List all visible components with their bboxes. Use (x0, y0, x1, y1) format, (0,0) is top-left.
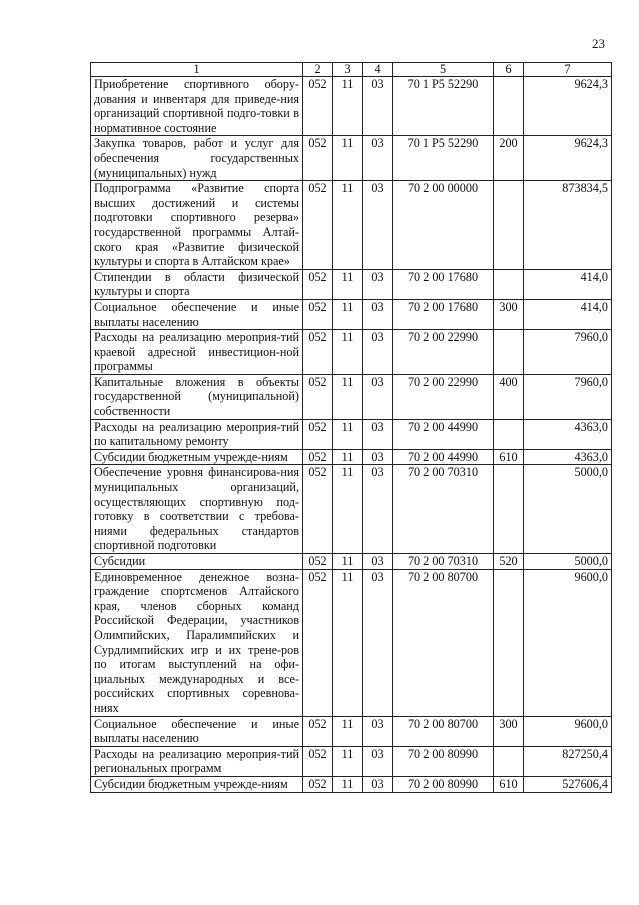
cell-code-admin: 052 (303, 269, 333, 299)
cell-expense-type (494, 746, 524, 776)
cell-code-admin: 052 (303, 77, 333, 136)
table-row (91, 299, 612, 329)
cell-subsection: 03 (363, 465, 393, 554)
cell-amount: 827250,4 (524, 746, 612, 776)
cell-target-article: 70 2 00 70310 (393, 554, 494, 570)
table-row (91, 716, 612, 746)
cell-amount: 414,0 (524, 269, 612, 299)
cell-expense-type (494, 569, 524, 716)
cell-subsection: 03 (363, 746, 393, 776)
cell-subsection: 03 (363, 776, 393, 792)
cell-amount: 9600,0 (524, 716, 612, 746)
cell-subsection: 03 (363, 330, 393, 375)
cell-amount: 5000,0 (524, 465, 612, 554)
table-row (91, 746, 612, 776)
cell-code-admin: 052 (303, 374, 333, 419)
cell-amount: 873834,5 (524, 181, 612, 270)
cell-code-admin: 052 (303, 299, 333, 329)
cell-section: 11 (333, 419, 363, 449)
cell-target-article: 70 2 00 44990 (393, 419, 494, 449)
cell-subsection: 03 (363, 419, 393, 449)
cell-target-article: 70 2 00 80700 (393, 716, 494, 746)
cell-name: Закупка товаров, работ и услуг для обеспечения государственных (муниципальных) нужд (91, 136, 303, 181)
cell-target-article: 70 2 00 80990 (393, 776, 494, 792)
cell-target-article: 70 2 00 17680 (393, 269, 494, 299)
cell-code-admin: 052 (303, 181, 333, 270)
cell-section: 11 (333, 77, 363, 136)
cell-expense-type (494, 330, 524, 375)
cell-code-admin: 052 (303, 330, 333, 375)
cell-subsection: 03 (363, 374, 393, 419)
cell-name: Субсидии бюджетным учрежде-ниям (91, 776, 303, 792)
cell-name: Субсидии бюджетным учрежде-ниям (91, 449, 303, 465)
cell-target-article: 70 2 00 80700 (393, 569, 494, 716)
column-header: 6 (494, 63, 524, 77)
cell-section: 11 (333, 716, 363, 746)
cell-target-article: 70 1 P5 52290 (393, 77, 494, 136)
column-header: 1 (91, 63, 303, 77)
cell-name: Капитальные вложения в объекты государственной (муниципальной) собственности (91, 374, 303, 419)
cell-code-admin: 052 (303, 419, 333, 449)
cell-expense-type (494, 181, 524, 270)
cell-code-admin: 052 (303, 569, 333, 716)
cell-code-admin: 052 (303, 136, 333, 181)
cell-name: Расходы на реализацию мероприя-тий региональных программ (91, 746, 303, 776)
table-row (91, 136, 612, 181)
cell-subsection: 03 (363, 569, 393, 716)
cell-target-article: 70 2 00 00000 (393, 181, 494, 270)
cell-subsection: 03 (363, 449, 393, 465)
table-row (91, 569, 612, 716)
cell-expense-type: 300 (494, 716, 524, 746)
cell-name: Единовременное денежное возна-граждение спортсменов Алтайского края, членов сборных команд Российской Федерации, участников Олимпийских, Паралимпийских и Сурдлимпийских игр и их трене-ров по итогам выступлений на офи-циальных международных и все-российских спортивных соревнова-ниях (91, 569, 303, 716)
cell-name: Субсидии (91, 554, 303, 570)
budget-table (90, 62, 612, 793)
cell-code-admin: 052 (303, 554, 333, 570)
table-row (91, 330, 612, 375)
table-row (91, 554, 612, 570)
cell-code-admin: 052 (303, 746, 333, 776)
cell-target-article: 70 2 00 22990 (393, 374, 494, 419)
cell-name: Стипендии в области физической культуры и спорта (91, 269, 303, 299)
cell-name: Обеспечение уровня финансирова-ния муниципальных организаций, осуществляющих спортивную под-готовку в соответствии с требова-ниями федеральных стандартов спортивной подготовки (91, 465, 303, 554)
column-header: 2 (303, 63, 333, 77)
cell-section: 11 (333, 569, 363, 716)
table-row (91, 374, 612, 419)
cell-subsection: 03 (363, 269, 393, 299)
cell-expense-type: 400 (494, 374, 524, 419)
cell-section: 11 (333, 374, 363, 419)
cell-expense-type (494, 269, 524, 299)
cell-name: Приобретение спортивного обору-дования и инвентаря для приведе-ния организаций спортивной подго-товки в нормативное состояние (91, 77, 303, 136)
table-row (91, 776, 612, 792)
cell-target-article: 70 2 00 17680 (393, 299, 494, 329)
table-row (91, 449, 612, 465)
cell-section: 11 (333, 136, 363, 181)
cell-amount: 7960,0 (524, 374, 612, 419)
cell-subsection: 03 (363, 181, 393, 270)
cell-target-article: 70 1 P5 52290 (393, 136, 494, 181)
cell-amount: 7960,0 (524, 330, 612, 375)
cell-amount: 9624,3 (524, 136, 612, 181)
cell-expense-type (494, 77, 524, 136)
cell-code-admin: 052 (303, 716, 333, 746)
cell-target-article: 70 2 00 22990 (393, 330, 494, 375)
cell-amount: 414,0 (524, 299, 612, 329)
cell-section: 11 (333, 776, 363, 792)
cell-section: 11 (333, 330, 363, 375)
cell-name: Социальное обеспечение и иные выплаты населению (91, 299, 303, 329)
cell-subsection: 03 (363, 716, 393, 746)
cell-amount: 527606,4 (524, 776, 612, 792)
cell-expense-type: 520 (494, 554, 524, 570)
cell-subsection: 03 (363, 136, 393, 181)
column-header: 3 (333, 63, 363, 77)
table-row (91, 181, 612, 270)
cell-expense-type (494, 419, 524, 449)
cell-target-article: 70 2 00 44990 (393, 449, 494, 465)
column-header: 7 (524, 63, 612, 77)
cell-target-article: 70 2 00 80990 (393, 746, 494, 776)
cell-code-admin: 052 (303, 465, 333, 554)
cell-section: 11 (333, 465, 363, 554)
cell-subsection: 03 (363, 77, 393, 136)
cell-amount: 4363,0 (524, 449, 612, 465)
cell-name: Социальное обеспечение и иные выплаты населению (91, 716, 303, 746)
cell-amount: 9624,3 (524, 77, 612, 136)
column-header: 5 (393, 63, 494, 77)
column-header: 4 (363, 63, 393, 77)
cell-amount: 5000,0 (524, 554, 612, 570)
page-number: 23 (592, 36, 605, 51)
header-row (91, 63, 612, 77)
cell-amount: 4363,0 (524, 419, 612, 449)
cell-expense-type: 610 (494, 776, 524, 792)
table-row (91, 419, 612, 449)
cell-name: Подпрограмма «Развитие спорта высших достижений и системы подготовки спортивного резерва» государственной программы Алтай-ского края «Развитие физической культуры и спорта в Алтайском крае» (91, 181, 303, 270)
cell-target-article: 70 2 00 70310 (393, 465, 494, 554)
cell-subsection: 03 (363, 554, 393, 570)
cell-amount: 9600,0 (524, 569, 612, 716)
table-row (91, 77, 612, 136)
cell-name: Расходы на реализацию мероприя-тий краевой адресной инвестицион-ной программы (91, 330, 303, 375)
cell-expense-type: 200 (494, 136, 524, 181)
table-body (91, 77, 612, 793)
table-row (91, 465, 612, 554)
cell-expense-type (494, 465, 524, 554)
cell-section: 11 (333, 449, 363, 465)
cell-name: Расходы на реализацию мероприя-тий по капитальному ремонту (91, 419, 303, 449)
cell-expense-type: 610 (494, 449, 524, 465)
cell-section: 11 (333, 746, 363, 776)
table-row (91, 269, 612, 299)
cell-code-admin: 052 (303, 449, 333, 465)
cell-section: 11 (333, 181, 363, 270)
cell-section: 11 (333, 299, 363, 329)
cell-section: 11 (333, 269, 363, 299)
cell-subsection: 03 (363, 299, 393, 329)
cell-section: 11 (333, 554, 363, 570)
cell-code-admin: 052 (303, 776, 333, 792)
cell-expense-type: 300 (494, 299, 524, 329)
